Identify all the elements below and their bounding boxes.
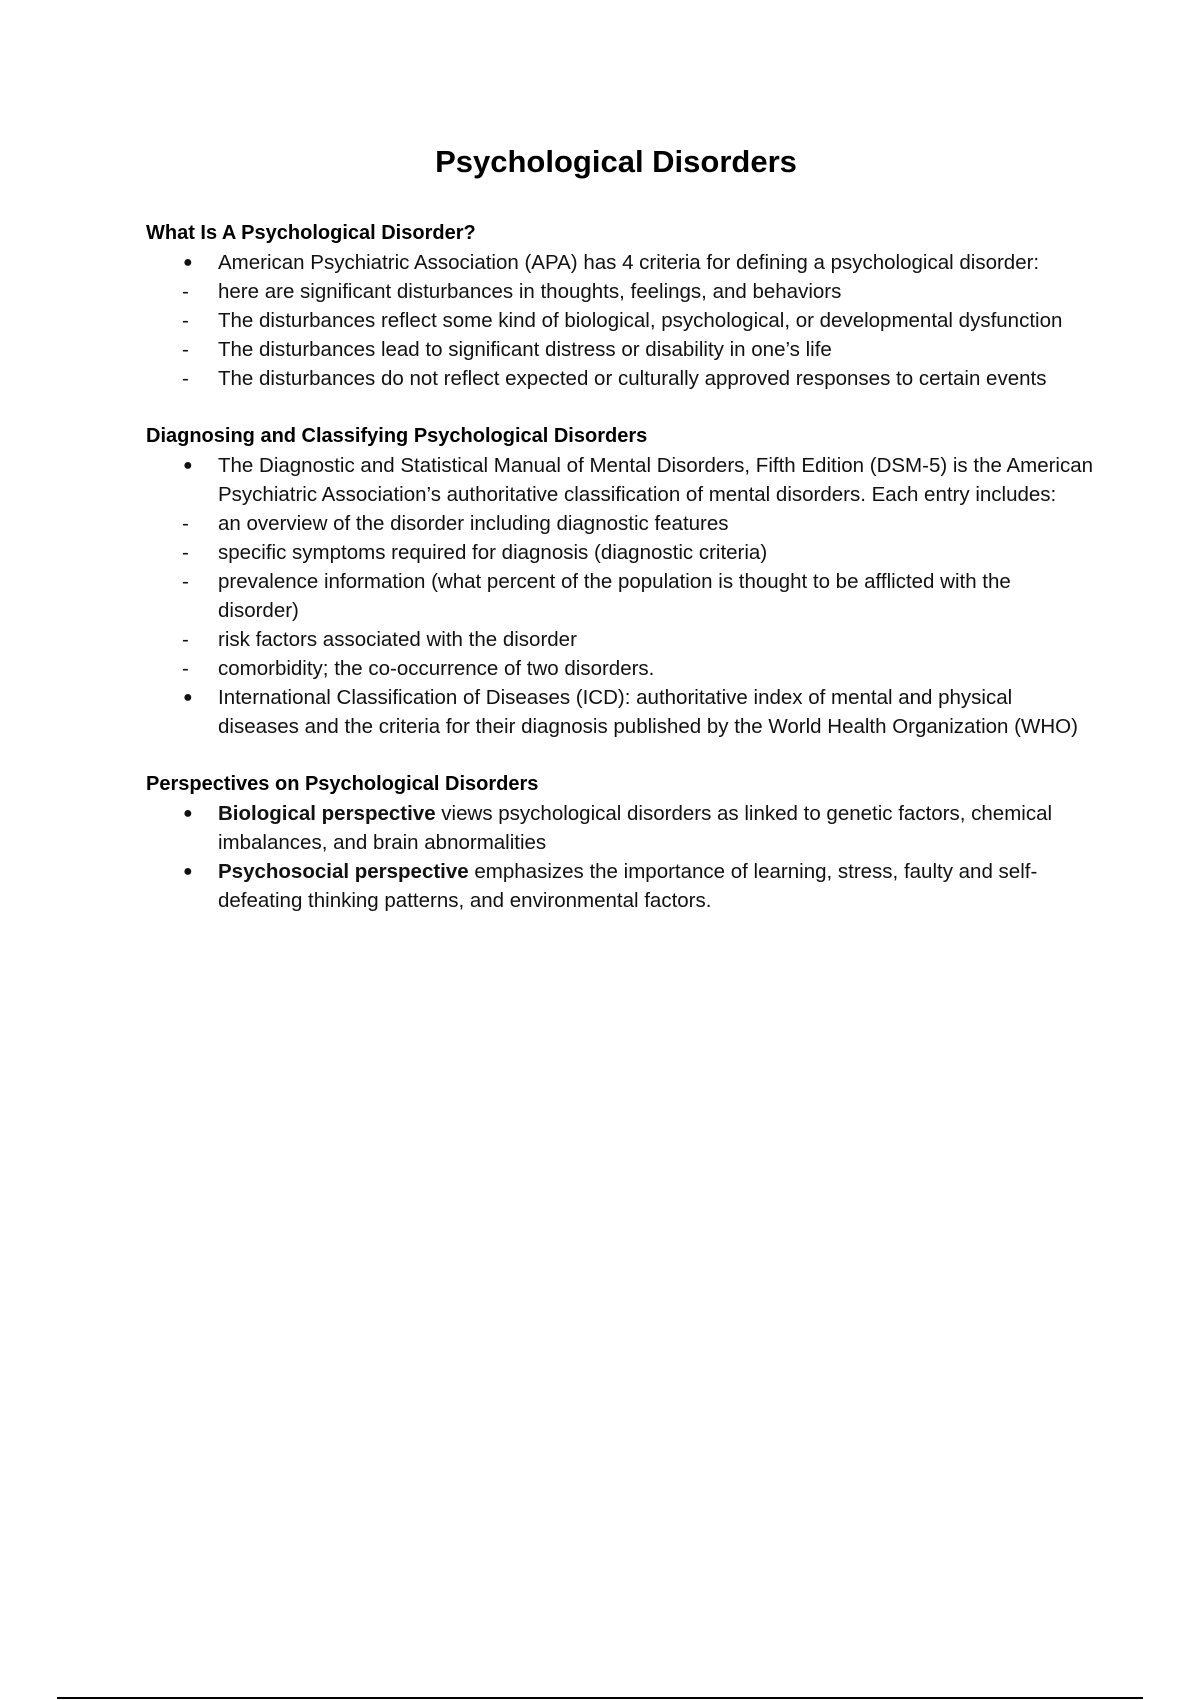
sub-list	[146, 277, 1096, 393]
sub-item-text: The disturbances do not reflect expected or culturally approved responses to certain events	[218, 367, 1047, 390]
bullet-text: The Diagnostic and Statistical Manual of Mental Disorders, Fifth Edition (DSM-5) is the American Psychiatric Association’s authoritative classification of mental disorders. Each entry includes:	[218, 454, 1094, 506]
bullet-list	[146, 451, 1096, 741]
section-heading: What Is A Psychological Disorder?	[146, 222, 476, 244]
bullet-text: views psychological disorders as linked to genetic factors, chemical imbalances, and brain abnormalities	[218, 802, 1053, 854]
sub-item-text: prevalence information (what percent of the population is thought to be afflicted with the disorder)	[218, 570, 1011, 622]
bullet-item	[146, 857, 1096, 915]
sub-item-text: an overview of the disorder including diagnostic features	[218, 512, 729, 535]
section-perspectives	[146, 770, 1096, 915]
sub-item-text: risk factors associated with the disorder	[218, 628, 577, 651]
sub-item-text: comorbidity; the co-occurrence of two disorders.	[218, 657, 655, 680]
sub-list	[146, 509, 1096, 683]
bullet-icon: ●	[183, 689, 193, 706]
sub-item	[146, 654, 1096, 683]
sub-item	[146, 306, 1096, 335]
bullet-list	[146, 799, 1096, 915]
sub-item-text: The disturbances reflect some kind of biological, psychological, or developmental dysfunction	[218, 309, 1063, 332]
dash-icon: -	[182, 570, 189, 593]
bullet-item	[146, 683, 1096, 741]
bullet-icon: ●	[183, 457, 193, 474]
section-what-is	[146, 219, 1096, 393]
bullet-item	[146, 799, 1096, 857]
bullet-item	[146, 451, 1096, 683]
dash-icon: -	[182, 628, 189, 651]
sub-item-text: here are significant disturbances in thoughts, feelings, and behaviors	[218, 280, 842, 303]
sub-item	[146, 277, 1096, 306]
sub-item	[146, 364, 1096, 393]
bullet-icon: ●	[183, 863, 193, 880]
document-body	[146, 219, 1096, 944]
dash-icon: -	[182, 338, 189, 361]
bullet-text: International Classification of Diseases (ICD): authoritative index of mental and physical diseases and the criteria for their diagnosis published by the World Health Organization (WHO)	[218, 686, 1078, 738]
bullet-text: emphasizes the importance of learning, stress, faulty and self- defeating thinking patterns, and environmental factors.	[218, 860, 1038, 912]
sub-item-text: The disturbances lead to significant distress or disability in one’s life	[218, 338, 832, 361]
dash-icon: -	[182, 280, 189, 303]
sub-item	[146, 509, 1096, 538]
page-title: Psychological Disorders	[435, 144, 797, 179]
sub-item	[146, 538, 1096, 567]
bullet-term: Biological perspective	[218, 802, 436, 825]
bullet-text: American Psychiatric Association (APA) has 4 criteria for defining a psychological disorder:	[218, 251, 1040, 274]
bullet-item	[146, 248, 1096, 393]
dash-icon: -	[182, 512, 189, 535]
sub-item	[146, 625, 1096, 654]
section-diagnosing	[146, 422, 1096, 741]
section-heading: Diagnosing and Classifying Psychological Disorders	[146, 425, 648, 447]
dash-icon: -	[182, 541, 189, 564]
dash-icon: -	[182, 657, 189, 680]
bullet-icon: ●	[183, 805, 193, 822]
sub-item-text: specific symptoms required for diagnosis (diagnostic criteria)	[218, 541, 768, 564]
bullet-icon: ●	[183, 254, 193, 271]
section-heading: Perspectives on Psychological Disorders	[146, 773, 539, 795]
dash-icon: -	[182, 367, 189, 390]
footer-divider	[57, 1697, 1143, 1699]
bullet-list	[146, 248, 1096, 393]
bullet-term: Psychosocial perspective	[218, 860, 469, 883]
sub-item	[146, 335, 1096, 364]
sub-item	[146, 567, 1096, 625]
dash-icon: -	[182, 309, 189, 332]
